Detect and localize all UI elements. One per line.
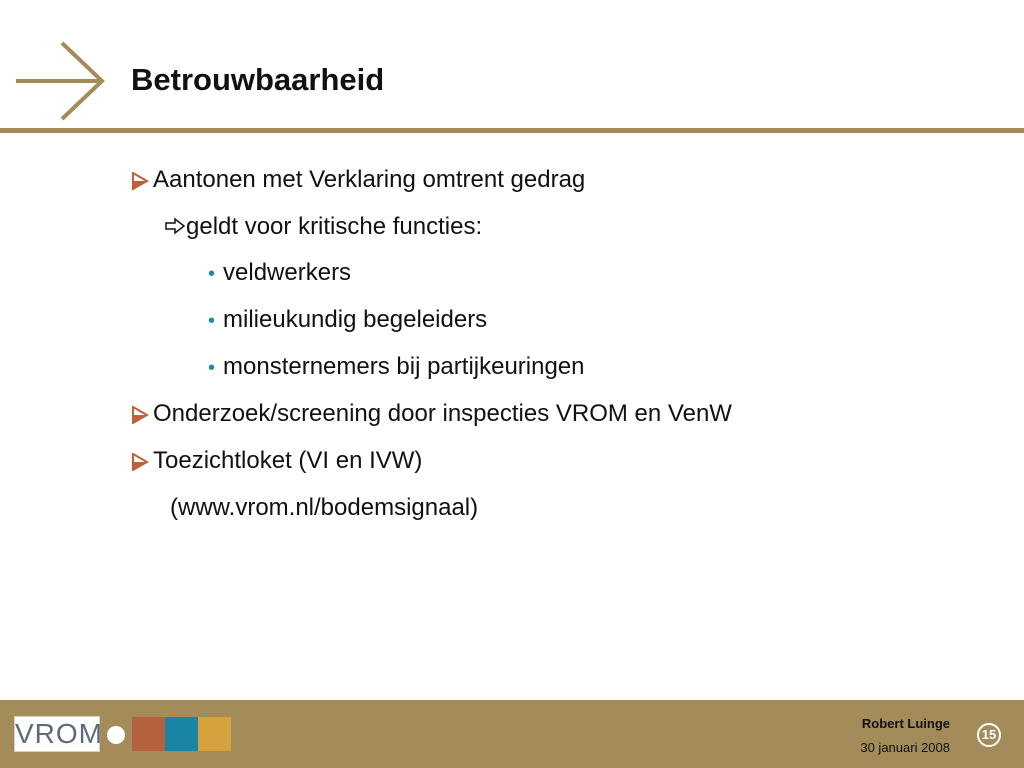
item-text: Aantonen met Verklaring omtrent gedrag <box>153 166 586 193</box>
header-divider <box>0 128 1024 133</box>
list-item <box>208 353 585 382</box>
hollow-arrow-icon <box>164 214 186 242</box>
dot-bullet-icon: • <box>208 357 216 379</box>
triangle-bullet-icon <box>131 453 153 471</box>
dot-bullet-icon: • <box>208 310 216 332</box>
logo-circle-icon <box>107 726 125 744</box>
item-text: Toezichtloket (VI en IVW) <box>153 447 423 474</box>
sub-list-item <box>164 213 482 242</box>
list-item <box>208 259 351 288</box>
point-text: veldwerkers <box>223 259 352 286</box>
list-item <box>131 447 422 475</box>
list-item <box>208 306 487 335</box>
dot-bullet-icon: • <box>208 263 216 285</box>
item-text: Onderzoek/screening door inspecties VROM en VenW <box>153 400 732 427</box>
vrom-logo: VROM <box>14 716 100 752</box>
right-arrow-icon <box>14 40 106 122</box>
footer-author: Robert Luinge <box>861 716 950 731</box>
footer-date: 30 januari 2008 <box>860 740 950 755</box>
slide-title: Betrouwbaarheid <box>131 62 385 97</box>
point-text: monsternemers bij partijkeuringen <box>223 353 585 380</box>
sub-item-text: geldt voor kritische functies: <box>186 213 483 240</box>
triangle-bullet-icon <box>131 172 153 190</box>
triangle-bullet-icon <box>131 406 153 424</box>
color-square-terracotta <box>132 717 165 751</box>
color-square-teal <box>165 717 198 751</box>
list-item <box>131 166 585 194</box>
point-text: milieukundig begeleiders <box>223 306 488 333</box>
color-square-ochre <box>198 717 231 751</box>
list-item <box>131 400 732 428</box>
url-text: (www.vrom.nl/bodemsignaal) <box>170 494 479 521</box>
page-number-badge: 15 <box>977 723 1001 747</box>
